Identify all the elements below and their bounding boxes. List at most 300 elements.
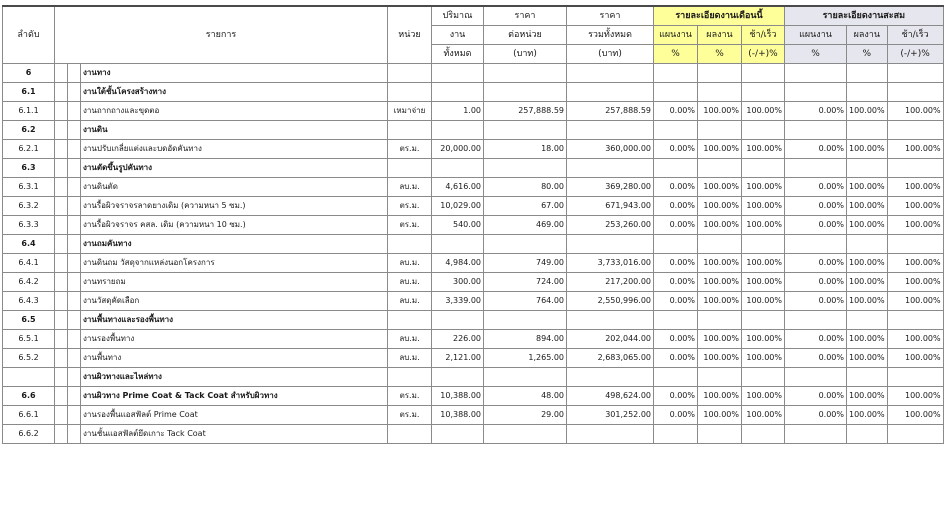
total-price-cell[interactable]: 2,683,065.00 [567,349,654,368]
header-month-plan-pct[interactable]: % [654,45,698,64]
total-price-cell[interactable] [567,121,654,140]
unit-price-cell[interactable] [484,83,567,102]
spacer-cell[interactable] [68,178,81,197]
spacer-cell[interactable] [68,254,81,273]
header-unit-price-line2[interactable]: ต่อหน่วย [484,26,567,45]
cum-diff-cell[interactable] [887,83,943,102]
unit-price-cell[interactable] [484,311,567,330]
month-actual-cell[interactable] [698,368,742,387]
unit-price-cell[interactable]: 257,888.59 [484,102,567,121]
unit-cell[interactable] [388,83,432,102]
month-plan-cell[interactable]: 0.00% [654,216,698,235]
header-cum-plan-pct[interactable]: % [785,45,847,64]
cum-diff-cell[interactable] [887,121,943,140]
month-actual-cell[interactable] [698,121,742,140]
spacer-cell[interactable] [55,216,68,235]
total-price-cell[interactable]: 253,260.00 [567,216,654,235]
item-name-cell[interactable]: งานพื้นทางและรองพื้นทาง [81,311,388,330]
spacer-cell[interactable] [68,311,81,330]
header-month-diff[interactable]: ช้า/เร็ว [742,26,785,45]
item-name-cell[interactable]: งานรื้อผิวจราจร คสล. เดิม (ความหนา 10 ซม.) [81,216,388,235]
month-actual-cell[interactable]: 100.00% [698,330,742,349]
spacer-cell[interactable] [68,406,81,425]
quantity-cell[interactable] [432,311,484,330]
month-actual-cell[interactable]: 100.00% [698,197,742,216]
total-price-cell[interactable] [567,311,654,330]
month-plan-cell[interactable] [654,425,698,444]
header-unit-price-line3[interactable]: (บาท) [484,45,567,64]
spacer-cell[interactable] [68,159,81,178]
header-no[interactable]: ลำดับ [3,6,55,64]
cum-plan-cell[interactable]: 0.00% [785,216,847,235]
quantity-cell[interactable] [432,64,484,83]
month-plan-cell[interactable]: 0.00% [654,197,698,216]
row-number-cell[interactable]: 6.4.1 [3,254,55,273]
quantity-cell[interactable]: 540.00 [432,216,484,235]
total-price-cell[interactable]: 360,000.00 [567,140,654,159]
cum-plan-cell[interactable] [785,235,847,254]
cum-diff-cell[interactable] [887,159,943,178]
cum-plan-cell[interactable]: 0.00% [785,254,847,273]
cum-actual-cell[interactable]: 100.00% [847,387,888,406]
row-number-cell[interactable]: 6.3.1 [3,178,55,197]
item-name-cell[interactable]: งานผิวทางและไหล่ทาง [81,368,388,387]
row-number-cell[interactable]: 6.4.3 [3,292,55,311]
spacer-cell[interactable] [68,83,81,102]
cum-plan-cell[interactable]: 0.00% [785,387,847,406]
month-plan-cell[interactable] [654,121,698,140]
month-diff-cell[interactable]: 100.00% [742,178,785,197]
item-name-cell[interactable]: งานรองพื้นทาง [81,330,388,349]
unit-cell[interactable] [388,311,432,330]
unit-cell[interactable]: ตร.ม. [388,140,432,159]
quantity-cell[interactable]: 226.00 [432,330,484,349]
quantity-cell[interactable]: 2,121.00 [432,349,484,368]
spacer-cell[interactable] [68,64,81,83]
total-price-cell[interactable]: 3,733,016.00 [567,254,654,273]
spacer-cell[interactable] [55,159,68,178]
month-diff-cell[interactable] [742,83,785,102]
item-name-cell[interactable]: งานพื้นทาง [81,349,388,368]
row-number-cell[interactable]: 6.3 [3,159,55,178]
month-actual-cell[interactable]: 100.00% [698,349,742,368]
cum-diff-cell[interactable]: 100.00% [887,216,943,235]
cum-plan-cell[interactable]: 0.00% [785,330,847,349]
cum-diff-cell[interactable]: 100.00% [887,387,943,406]
month-diff-cell[interactable]: 100.00% [742,330,785,349]
month-actual-cell[interactable] [698,425,742,444]
unit-price-cell[interactable] [484,64,567,83]
unit-cell[interactable] [388,121,432,140]
spacer-cell[interactable] [68,387,81,406]
unit-price-cell[interactable]: 724.00 [484,273,567,292]
cum-diff-cell[interactable] [887,425,943,444]
month-plan-cell[interactable]: 0.00% [654,330,698,349]
row-number-cell[interactable]: 6.6.2 [3,425,55,444]
header-qty-line3[interactable]: ทั้งหมด [432,45,484,64]
month-diff-cell[interactable]: 100.00% [742,387,785,406]
month-diff-cell[interactable]: 100.00% [742,406,785,425]
unit-cell[interactable]: ลบ.ม. [388,330,432,349]
unit-cell[interactable]: ลบ.ม. [388,292,432,311]
header-unit-price-line1[interactable]: ราคา [484,6,567,26]
cum-plan-cell[interactable] [785,368,847,387]
unit-cell[interactable]: ตร.ม. [388,406,432,425]
header-month-plan[interactable]: แผนงาน [654,26,698,45]
cum-diff-cell[interactable]: 100.00% [887,254,943,273]
cum-actual-cell[interactable]: 100.00% [847,216,888,235]
total-price-cell[interactable]: 498,624.00 [567,387,654,406]
item-name-cell[interactable]: งานชั้นแอสฟัลต์ยึดเกาะ Tack Coat [81,425,388,444]
unit-cell[interactable]: ลบ.ม. [388,273,432,292]
cum-actual-cell[interactable] [847,64,888,83]
row-number-cell[interactable] [3,368,55,387]
cum-actual-cell[interactable]: 100.00% [847,406,888,425]
cum-actual-cell[interactable]: 100.00% [847,349,888,368]
header-total-price-line2[interactable]: รวมทั้งหมด [567,26,654,45]
quantity-cell[interactable] [432,159,484,178]
unit-price-cell[interactable]: 67.00 [484,197,567,216]
spacer-cell[interactable] [68,216,81,235]
quantity-cell[interactable]: 4,984.00 [432,254,484,273]
spacer-cell[interactable] [68,235,81,254]
quantity-cell[interactable] [432,425,484,444]
unit-price-cell[interactable]: 469.00 [484,216,567,235]
month-diff-cell[interactable]: 100.00% [742,292,785,311]
row-number-cell[interactable]: 6 [3,64,55,83]
unit-price-cell[interactable]: 894.00 [484,330,567,349]
month-actual-cell[interactable]: 100.00% [698,387,742,406]
header-month-actual-pct[interactable]: % [698,45,742,64]
month-plan-cell[interactable] [654,235,698,254]
spacer-cell[interactable] [55,83,68,102]
cum-actual-cell[interactable] [847,311,888,330]
cum-diff-cell[interactable] [887,235,943,254]
spacer-cell[interactable] [55,102,68,121]
cum-plan-cell[interactable] [785,121,847,140]
unit-cell[interactable] [388,235,432,254]
month-diff-cell[interactable] [742,121,785,140]
cum-actual-cell[interactable] [847,425,888,444]
month-actual-cell[interactable] [698,311,742,330]
month-plan-cell[interactable]: 0.00% [654,140,698,159]
header-unit[interactable]: หน่วย [388,6,432,64]
spacer-cell[interactable] [68,197,81,216]
cum-actual-cell[interactable]: 100.00% [847,292,888,311]
quantity-cell[interactable]: 300.00 [432,273,484,292]
month-diff-cell[interactable] [742,64,785,83]
row-number-cell[interactable]: 6.1 [3,83,55,102]
cum-actual-cell[interactable]: 100.00% [847,102,888,121]
month-actual-cell[interactable]: 100.00% [698,406,742,425]
quantity-cell[interactable]: 4,616.00 [432,178,484,197]
spacer-cell[interactable] [55,64,68,83]
total-price-cell[interactable] [567,64,654,83]
month-diff-cell[interactable]: 100.00% [742,140,785,159]
month-actual-cell[interactable]: 100.00% [698,216,742,235]
month-diff-cell[interactable]: 100.00% [742,349,785,368]
month-actual-cell[interactable] [698,235,742,254]
header-month-actual[interactable]: ผลงาน [698,26,742,45]
row-number-cell[interactable]: 6.2 [3,121,55,140]
month-plan-cell[interactable]: 0.00% [654,102,698,121]
month-plan-cell[interactable] [654,311,698,330]
header-cum-diff-pct[interactable]: (-/+)% [887,45,943,64]
spacer-cell[interactable] [68,121,81,140]
cum-actual-cell[interactable] [847,121,888,140]
month-plan-cell[interactable] [654,159,698,178]
header-qty-line2[interactable]: งาน [432,26,484,45]
row-number-cell[interactable]: 6.4.2 [3,273,55,292]
total-price-cell[interactable] [567,235,654,254]
month-plan-cell[interactable]: 0.00% [654,387,698,406]
cum-diff-cell[interactable]: 100.00% [887,140,943,159]
spacer-cell[interactable] [68,425,81,444]
item-name-cell[interactable]: งานทรายถม [81,273,388,292]
cum-diff-cell[interactable] [887,64,943,83]
month-diff-cell[interactable] [742,235,785,254]
spacer-cell[interactable] [68,368,81,387]
month-plan-cell[interactable]: 0.00% [654,178,698,197]
unit-cell[interactable]: ตร.ม. [388,216,432,235]
cum-actual-cell[interactable] [847,83,888,102]
row-number-cell[interactable]: 6.6 [3,387,55,406]
month-diff-cell[interactable] [742,159,785,178]
month-plan-cell[interactable] [654,64,698,83]
month-diff-cell[interactable] [742,368,785,387]
unit-price-cell[interactable]: 764.00 [484,292,567,311]
cum-actual-cell[interactable]: 100.00% [847,254,888,273]
unit-price-cell[interactable] [484,235,567,254]
item-name-cell[interactable]: งานวัสดุคัดเลือก [81,292,388,311]
row-number-cell[interactable]: 6.6.1 [3,406,55,425]
quantity-cell[interactable]: 20,000.00 [432,140,484,159]
month-plan-cell[interactable]: 0.00% [654,273,698,292]
cum-plan-cell[interactable]: 0.00% [785,273,847,292]
row-number-cell[interactable]: 6.5.1 [3,330,55,349]
cum-plan-cell[interactable] [785,311,847,330]
cum-diff-cell[interactable] [887,368,943,387]
spacer-cell[interactable] [55,368,68,387]
unit-price-cell[interactable]: 48.00 [484,387,567,406]
unit-cell[interactable] [388,159,432,178]
cum-plan-cell[interactable] [785,64,847,83]
cum-plan-cell[interactable] [785,83,847,102]
unit-price-cell[interactable]: 29.00 [484,406,567,425]
unit-cell[interactable]: ลบ.ม. [388,254,432,273]
spacer-cell[interactable] [55,349,68,368]
cum-actual-cell[interactable]: 100.00% [847,140,888,159]
quantity-cell[interactable]: 10,388.00 [432,406,484,425]
cum-diff-cell[interactable]: 100.00% [887,197,943,216]
cum-diff-cell[interactable]: 100.00% [887,330,943,349]
row-number-cell[interactable]: 6.2.1 [3,140,55,159]
header-cum-plan[interactable]: แผนงาน [785,26,847,45]
unit-cell[interactable]: เหมาจ่าย [388,102,432,121]
item-name-cell[interactable]: งานรองพื้นแอสฟัลต์ Prime Coat [81,406,388,425]
item-name-cell[interactable]: งานใต้ชั้นโครงสร้างทาง [81,83,388,102]
total-price-cell[interactable]: 202,044.00 [567,330,654,349]
spacer-cell[interactable] [68,273,81,292]
header-qty-line1[interactable]: ปริมาณ [432,6,484,26]
cum-plan-cell[interactable]: 0.00% [785,349,847,368]
spacer-cell[interactable] [55,292,68,311]
item-name-cell[interactable]: งานทาง [81,64,388,83]
cum-plan-cell[interactable]: 0.00% [785,102,847,121]
total-price-cell[interactable]: 217,200.00 [567,273,654,292]
header-total-price-line1[interactable]: ราคา [567,6,654,26]
month-actual-cell[interactable] [698,159,742,178]
month-plan-cell[interactable] [654,83,698,102]
cum-plan-cell[interactable]: 0.00% [785,406,847,425]
spacer-cell[interactable] [55,273,68,292]
unit-cell[interactable]: ตร.ม. [388,197,432,216]
month-actual-cell[interactable]: 100.00% [698,178,742,197]
cum-actual-cell[interactable]: 100.00% [847,273,888,292]
header-cumulative-group[interactable]: รายละเอียดงานสะสม [785,6,944,26]
cum-diff-cell[interactable]: 100.00% [887,273,943,292]
spacer-cell[interactable] [55,140,68,159]
month-plan-cell[interactable]: 0.00% [654,292,698,311]
item-name-cell[interactable]: งานตัดขึ้นรูปคันทาง [81,159,388,178]
header-month-diff-pct[interactable]: (-/+)% [742,45,785,64]
unit-cell[interactable] [388,425,432,444]
spacer-cell[interactable] [55,178,68,197]
month-actual-cell[interactable]: 100.00% [698,292,742,311]
cum-diff-cell[interactable]: 100.00% [887,178,943,197]
unit-cell[interactable]: ตร.ม. [388,387,432,406]
total-price-cell[interactable] [567,425,654,444]
row-number-cell[interactable]: 6.3.3 [3,216,55,235]
total-price-cell[interactable] [567,159,654,178]
spacer-cell[interactable] [55,254,68,273]
unit-price-cell[interactable] [484,425,567,444]
item-name-cell[interactable]: งานดิน [81,121,388,140]
quantity-cell[interactable] [432,368,484,387]
cum-actual-cell[interactable] [847,368,888,387]
quantity-cell[interactable] [432,121,484,140]
item-name-cell[interactable]: งานดินตัด [81,178,388,197]
cum-plan-cell[interactable]: 0.00% [785,292,847,311]
month-actual-cell[interactable] [698,83,742,102]
unit-price-cell[interactable]: 749.00 [484,254,567,273]
header-cum-actual[interactable]: ผลงาน [847,26,888,45]
spacer-cell[interactable] [55,330,68,349]
unit-cell[interactable]: ลบ.ม. [388,349,432,368]
cum-plan-cell[interactable] [785,159,847,178]
month-actual-cell[interactable] [698,64,742,83]
cum-actual-cell[interactable]: 100.00% [847,330,888,349]
spacer-cell[interactable] [55,197,68,216]
header-total-price-line3[interactable]: (บาท) [567,45,654,64]
row-number-cell[interactable]: 6.1.1 [3,102,55,121]
quantity-cell[interactable]: 3,339.00 [432,292,484,311]
cum-actual-cell[interactable] [847,159,888,178]
row-number-cell[interactable]: 6.3.2 [3,197,55,216]
unit-cell[interactable] [388,64,432,83]
cum-actual-cell[interactable]: 100.00% [847,178,888,197]
quantity-cell[interactable]: 1.00 [432,102,484,121]
unit-price-cell[interactable]: 18.00 [484,140,567,159]
unit-price-cell[interactable] [484,121,567,140]
row-number-cell[interactable]: 6.4 [3,235,55,254]
spacer-cell[interactable] [68,102,81,121]
month-actual-cell[interactable]: 100.00% [698,273,742,292]
cum-plan-cell[interactable]: 0.00% [785,178,847,197]
month-diff-cell[interactable] [742,311,785,330]
spacer-cell[interactable] [55,121,68,140]
month-actual-cell[interactable]: 100.00% [698,140,742,159]
item-name-cell[interactable]: งานถมคันทาง [81,235,388,254]
month-diff-cell[interactable] [742,425,785,444]
month-diff-cell[interactable]: 100.00% [742,273,785,292]
total-price-cell[interactable]: 301,252.00 [567,406,654,425]
quantity-cell[interactable] [432,83,484,102]
cum-diff-cell[interactable]: 100.00% [887,406,943,425]
spacer-cell[interactable] [55,235,68,254]
unit-price-cell[interactable]: 1,265.00 [484,349,567,368]
month-actual-cell[interactable]: 100.00% [698,254,742,273]
cum-diff-cell[interactable]: 100.00% [887,102,943,121]
cum-plan-cell[interactable] [785,425,847,444]
month-plan-cell[interactable]: 0.00% [654,349,698,368]
month-diff-cell[interactable]: 100.00% [742,102,785,121]
item-name-cell[interactable]: งานปรับเกลี่ยแต่งและบดอัดคันทาง [81,140,388,159]
header-month-group[interactable]: รายละเอียดงานเดือนนี้ [654,6,785,26]
total-price-cell[interactable]: 671,943.00 [567,197,654,216]
unit-price-cell[interactable] [484,159,567,178]
unit-cell[interactable] [388,368,432,387]
month-plan-cell[interactable]: 0.00% [654,254,698,273]
total-price-cell[interactable]: 2,550,996.00 [567,292,654,311]
spacer-cell[interactable] [68,292,81,311]
unit-price-cell[interactable] [484,368,567,387]
item-name-cell[interactable]: งานถากถางและขุดตอ [81,102,388,121]
month-diff-cell[interactable]: 100.00% [742,216,785,235]
spacer-cell[interactable] [68,140,81,159]
cum-plan-cell[interactable]: 0.00% [785,140,847,159]
cum-plan-cell[interactable]: 0.00% [785,197,847,216]
month-plan-cell[interactable]: 0.00% [654,406,698,425]
unit-cell[interactable]: ลบ.ม. [388,178,432,197]
item-name-cell[interactable]: งานรื้อผิวจราจรลาดยางเดิม (ความหนา 5 ซม.) [81,197,388,216]
header-cum-actual-pct[interactable]: % [847,45,888,64]
header-item[interactable]: รายการ [55,6,388,64]
total-price-cell[interactable]: 257,888.59 [567,102,654,121]
quantity-cell[interactable]: 10,388.00 [432,387,484,406]
row-number-cell[interactable]: 6.5 [3,311,55,330]
total-price-cell[interactable] [567,83,654,102]
total-price-cell[interactable] [567,368,654,387]
total-price-cell[interactable]: 369,280.00 [567,178,654,197]
quantity-cell[interactable]: 10,029.00 [432,197,484,216]
header-cum-diff[interactable]: ช้า/เร็ว [887,26,943,45]
quantity-cell[interactable] [432,235,484,254]
month-diff-cell[interactable]: 100.00% [742,254,785,273]
cum-diff-cell[interactable]: 100.00% [887,292,943,311]
spacer-cell[interactable] [68,330,81,349]
item-name-cell[interactable]: งานดินถม วัสดุจากแหล่งนอกโครงการ [81,254,388,273]
spacer-cell[interactable] [55,387,68,406]
row-number-cell[interactable]: 6.5.2 [3,349,55,368]
spacer-cell[interactable] [68,349,81,368]
spacer-cell[interactable] [55,311,68,330]
spacer-cell[interactable] [55,406,68,425]
month-actual-cell[interactable]: 100.00% [698,102,742,121]
cum-actual-cell[interactable]: 100.00% [847,197,888,216]
spacer-cell[interactable] [55,425,68,444]
cum-diff-cell[interactable] [887,311,943,330]
